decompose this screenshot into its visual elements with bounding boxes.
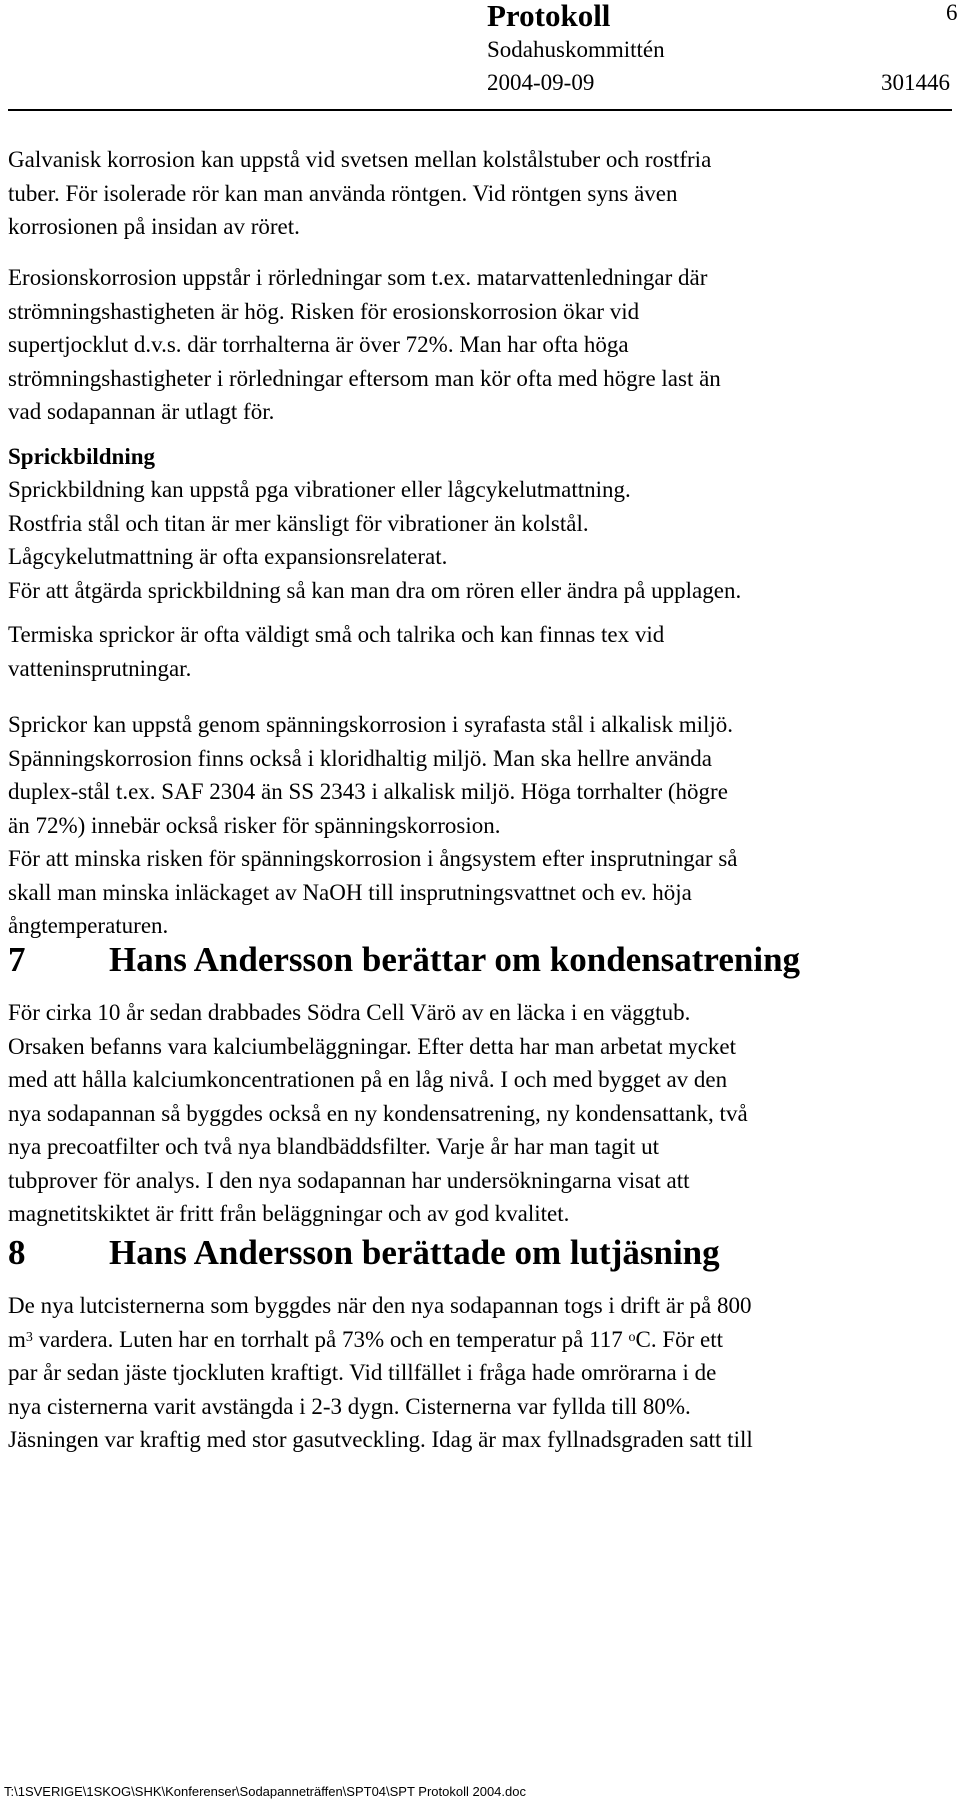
text-line: För cirka 10 år sedan drabbades Södra Cell Värö av en läcka i en väggtub. (8, 1000, 691, 1025)
page-number: 6 (946, 0, 958, 25)
text-line (8, 1323, 956, 1357)
section-title: Hans Andersson berättade om lutjäsning (109, 1233, 720, 1272)
document-date: 2004-09-09 (487, 70, 595, 95)
superscript: 3 (25, 1329, 33, 1345)
text-line: med att hålla kalciumkoncentrationen på en låg nivå. I och med bygget av den (8, 1067, 728, 1092)
text-line: nya precoatfilter och två nya blandbäddsfilter. Varje år har man tagit ut (8, 1134, 659, 1159)
document-reference: 301446 (881, 70, 950, 95)
text-line: Orsaken befanns vara kalciumbeläggningar. Efter detta har man arbetat mycket (8, 1033, 737, 1059)
text-line: Spänningskorrosion finns också i kloridhaltig miljö. Man ska hellre använda (8, 745, 712, 771)
text-line: korrosionen på insidan av röret. (8, 214, 300, 239)
text-line: Galvanisk korrosion kan uppstå vid svetsen mellan kolstålstuber och rostfria (8, 147, 712, 172)
section-8-heading (8, 1233, 720, 1273)
text-line: Jäsningen var kraftig med stor gasutveckling. Idag är max fyllnadsgraden satt till (8, 1427, 753, 1452)
footer-file-path: T:\1SVERIGE\1SKOG\SHK\Konferenser\Sodapanneträffen\SPT04\SPT Protokoll 2004.doc (4, 1784, 526, 1799)
section-title: Hans Andersson berättar om kondensatrening (109, 940, 801, 979)
subheading-sprickbildning: Sprickbildning (8, 444, 156, 469)
text-line: strömningshastigheter i rörledningar eftersom man kör ofta med högre last än (8, 365, 721, 391)
text-line: duplex-stål t.ex. SAF 2304 än SS 2343 i alkalisk miljö. Höga torrhalter (högre (8, 779, 728, 804)
section-8-body (8, 1289, 956, 1457)
committee-name: Sodahuskommittén (487, 37, 665, 62)
text-line: Sprickbildning kan uppstå pga vibrationer eller lågcykelutmattning. (8, 477, 631, 502)
paragraph-galvanic-corrosion (8, 143, 956, 244)
text-line: Sprickor kan uppstå genom spänningskorrosion i syrafasta stål i alkalisk miljö. (8, 712, 734, 737)
section-7-body (8, 996, 956, 1231)
text-line: Lågcykelutmattning är ofta expansionsrelaterat. (8, 544, 448, 569)
text-line: tuber. För isolerade rör kan man använda röntgen. Vid röntgen syns även (8, 180, 678, 206)
text-line: nya cisternerna varit avstängda i 2-3 dygn. Cisternerna var fyllda till 80%. (8, 1393, 691, 1419)
text-line: vatteninsprutningar. (8, 655, 192, 681)
text-line: För att minska risken för spänningskorrosion i ångsystem efter insprutningar så (8, 846, 738, 871)
text-line: supertjocklut d.v.s. där torrhalterna är över 72%. Man har ofta höga (8, 332, 629, 357)
text-line: än 72%) innebär också risker för spänningskorrosion. (8, 812, 501, 838)
text-line: vad sodapannan är utlagt för. (8, 399, 275, 424)
text-line: par år sedan jäste tjockluten kraftigt. Vid tillfället i fråga hade omrörarna i de (8, 1360, 717, 1385)
text-line: skall man minska inläckaget av NaOH till insprutningsvattnet och ev. höja (8, 879, 692, 905)
section-number: 8 (8, 1233, 26, 1272)
section-number: 7 (8, 940, 26, 979)
text-line: De nya lutcisternerna som byggdes när den nya sodapannan togs i drift är på 800 (8, 1293, 752, 1318)
paragraph-stress-corrosion (8, 708, 956, 943)
header-divider (8, 109, 952, 111)
text-fragment: m (8, 1326, 26, 1352)
text-fragment: vardera. Luten har en torrhalt på 73% och en temperatur på 117 (32, 1326, 629, 1352)
text-fragment: C. För ett (635, 1326, 724, 1352)
text-line: Termiska sprickor är ofta väldigt små och talrika och kan finnas tex vid (8, 622, 665, 647)
text-line: Rostfria stål och titan är mer känsligt för vibrationer än kolstål. (8, 510, 589, 536)
text-line: magnetitskiktet är fritt från beläggningar och av god kvalitet. (8, 1201, 570, 1226)
text-line: nya sodapannan så byggdes också en ny kondensatrening, ny kondensattank, två (8, 1100, 748, 1126)
text-line: tubprover för analys. I den nya sodapannan har undersökningarna visat att (8, 1167, 690, 1193)
text-line: För att åtgärda sprickbildning så kan man dra om rören eller ändra på upplagen. (8, 577, 742, 603)
text-line: Erosionskorrosion uppstår i rörledningar som t.ex. matarvattenledningar där (8, 265, 708, 290)
paragraph-crack-formation (8, 473, 956, 607)
paragraph-thermal-cracks (8, 618, 956, 685)
text-line: ångtemperaturen. (8, 913, 169, 938)
paragraph-erosion-corrosion (8, 261, 956, 429)
superscript: o (628, 1329, 636, 1345)
text-line: strömningshastigheten är hög. Risken för erosionskorrosion ökar vid (8, 298, 640, 324)
document-title: Protokoll (487, 0, 611, 33)
section-7-heading (8, 940, 800, 980)
